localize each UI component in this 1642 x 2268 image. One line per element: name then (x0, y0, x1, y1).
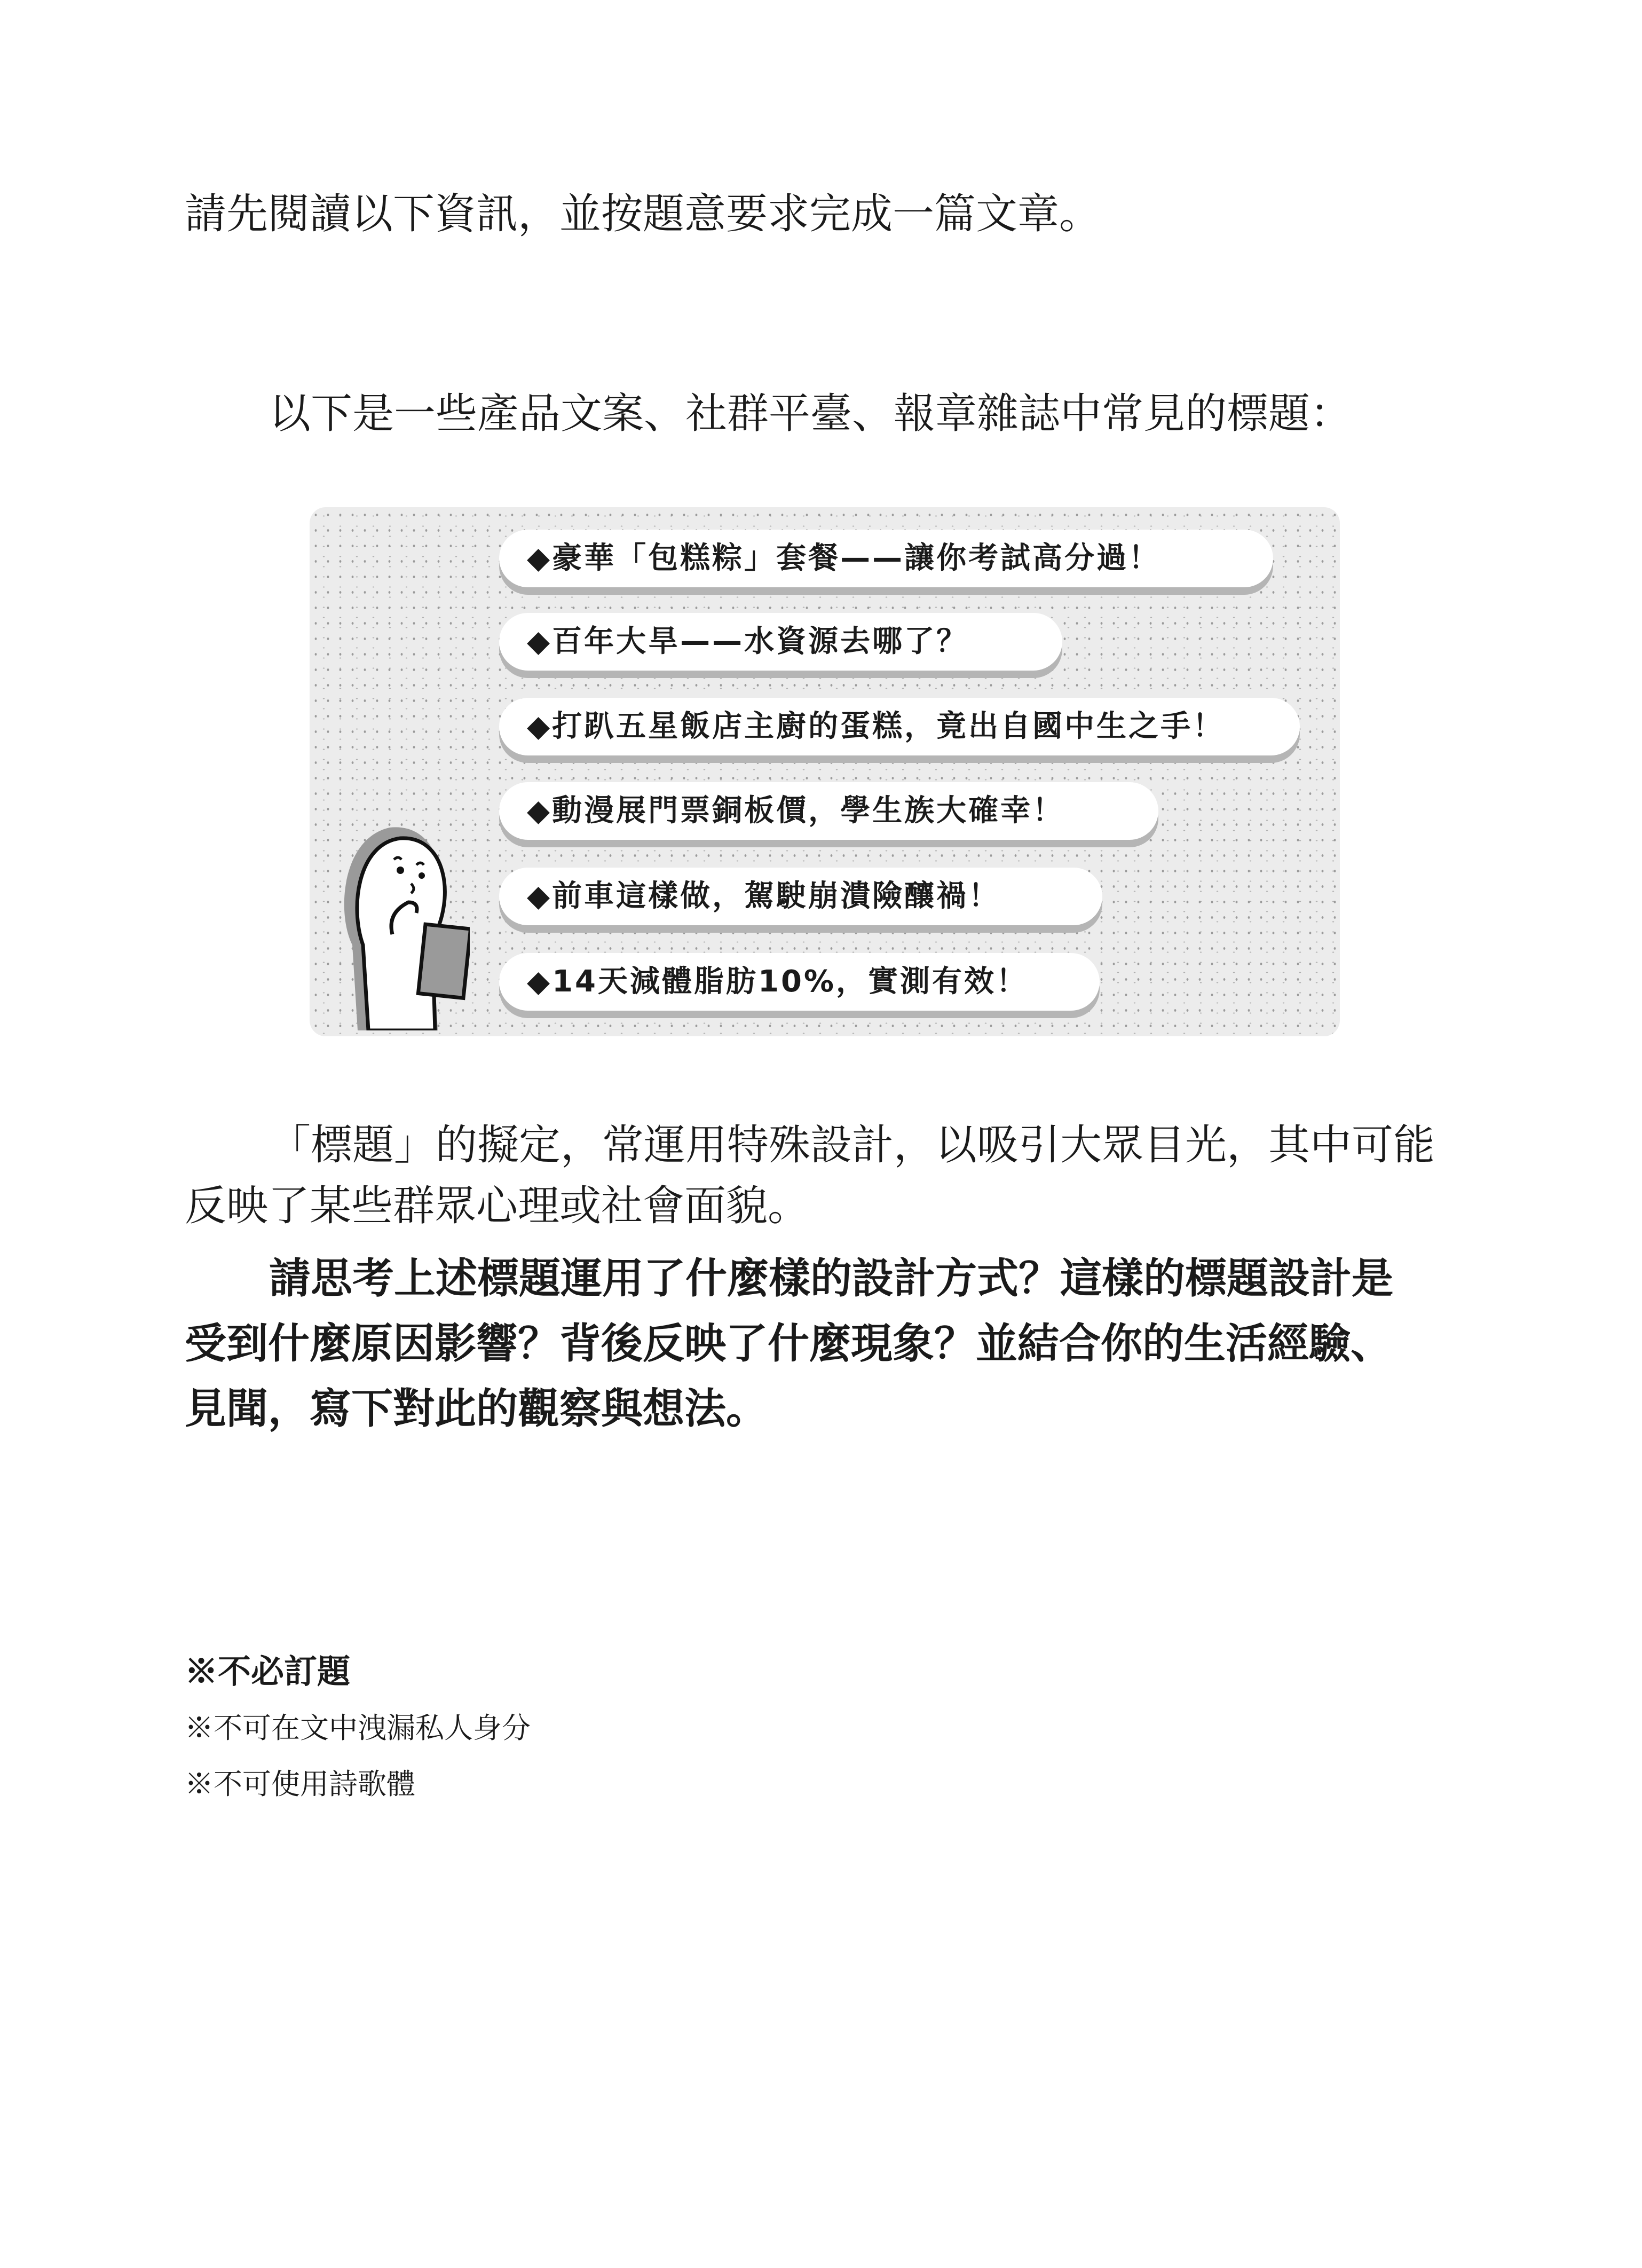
headline-item: ◆打趴五星飯店主廚的蛋糕，竟出自國中生之手！ (499, 698, 1300, 755)
headline-item: ◆動漫展門票銅板價，學生族大確幸！ (499, 782, 1158, 840)
note-no-identity: ※不可在文中洩漏私人身分 (185, 1711, 531, 1745)
headline-panel (310, 507, 1340, 1036)
headline-item: ◆豪華「包糕粽」套餐——讓你考試高分過！ (499, 530, 1273, 587)
headline-item: ◆14天減體脂肪10%，實測有效！ (499, 953, 1100, 1011)
note-no-title: ※不必訂題 (185, 1652, 351, 1691)
headline-item: ◆百年大旱——水資源去哪了？ (499, 613, 1062, 671)
question-line: 見聞，寫下對此的觀察與想法。 (185, 1384, 768, 1433)
headline-item: ◆前車這樣做，駕駛崩潰險釀禍！ (499, 868, 1102, 925)
note-no-poetry: ※不可使用詩歌體 (185, 1767, 415, 1801)
question-line: 請思考上述標題運用了什麼樣的設計方式？這樣的標題設計是 (269, 1254, 1394, 1303)
intro-text: 以下是一些產品文案、社群平臺、報章雜誌中常見的標題： (269, 390, 1352, 438)
paragraph-line: 「標題」的擬定，常運用特殊設計，以吸引大眾目光，其中可能 (269, 1121, 1435, 1169)
question-line: 受到什麼原因影響？背後反映了什麼現象？並結合你的生活經驗、 (185, 1319, 1393, 1368)
thinking-person-illustration (331, 806, 470, 1030)
instruction-text: 請先閱讀以下資訊，並按題意要求完成一篇文章。 (185, 190, 1101, 238)
paragraph-line: 反映了某些群眾心理或社會面貌。 (185, 1182, 810, 1230)
